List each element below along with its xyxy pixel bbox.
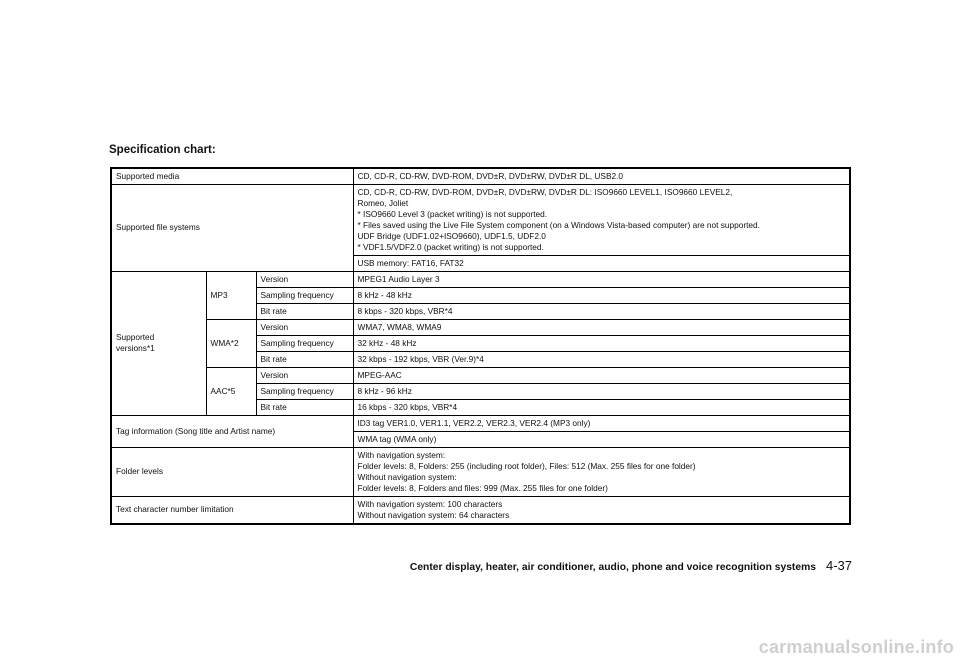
text-limit-label: Text character number limitation [111,496,353,524]
folder-levels-line: Without navigation system: [357,471,457,482]
file-systems-line: Romeo, Joliet [357,197,409,208]
attribute-label: Sampling frequency [256,287,353,303]
file-systems-line: * ISO9660 Level 3 (packet writing) is not supported. [357,208,548,219]
table-row [111,168,850,184]
table-row [111,271,850,287]
page-number: 4-37 [825,558,852,573]
attribute-label: Version [256,271,353,287]
file-systems-label: Supported file systems [111,184,353,271]
attribute-value: 8 kHz - 48 kHz [353,287,850,303]
attribute-value: 16 kbps - 320 kbps, VBR*4 [353,399,850,415]
table-row [111,447,850,496]
folder-levels-label: Folder levels [111,447,353,496]
footer-section-title: Center display, heater, air conditioner, audio, phone and voice recognition systems [409,562,816,573]
table-row [111,319,850,335]
format-name-mp3: MP3 [206,271,256,319]
attribute-label: Version [256,367,353,383]
attribute-label: Version [256,319,353,335]
text-limit-line: Without navigation system: 64 characters [357,509,510,520]
attribute-value: MPEG1 Audio Layer 3 [353,271,850,287]
folder-levels-value [353,447,850,496]
attribute-label: Bit rate [256,399,353,415]
folder-levels-line: Folder levels: 8, Folders: 255 (including root folder), Files: 512 (Max. 255 files for one folder) [357,460,696,471]
table-row [111,184,850,255]
file-systems-line: UDF Bridge (UDF1.02+ISO9660), UDF1.5, UDF2.0 [357,230,546,241]
supported-versions-line: versions*1 [116,343,155,353]
table-row [111,415,850,431]
usb-memory-value: USB memory: FAT16, FAT32 [353,255,850,271]
text-limit-line: With navigation system: 100 characters [357,498,503,509]
specification-table [110,167,851,525]
table-row [111,496,850,524]
text-limit-value [353,496,850,524]
attribute-value: 32 kHz - 48 kHz [353,335,850,351]
file-systems-line: CD, CD-R, CD-RW, DVD-ROM, DVD±R, DVD±RW, DVD±R DL: ISO9660 LEVEL1, ISO9660 LEVEL2, [357,186,733,197]
attribute-value: 8 kbps - 320 kbps, VBR*4 [353,303,850,319]
supported-media-label: Supported media [111,168,353,184]
folder-levels-line: Folder levels: 8, Folders and files: 999 (Max. 255 files for one folder) [357,482,608,493]
watermark: carmanualsonline.info [758,637,954,657]
page-heading: Specification chart: [109,144,216,156]
attribute-value: 32 kbps - 192 kbps, VBR (Ver.9)*4 [353,351,850,367]
supported-versions-line: Supported [116,332,155,342]
supported-versions-label [111,271,206,415]
folder-levels-line: With navigation system: [357,449,446,460]
attribute-value: MPEG-AAC [353,367,850,383]
attribute-value: 8 kHz - 96 kHz [353,383,850,399]
file-systems-value [353,184,850,255]
attribute-label: Bit rate [256,351,353,367]
format-name-wma: WMA*2 [206,319,256,367]
format-name-aac: AAC*5 [206,367,256,415]
attribute-label: Bit rate [256,303,353,319]
attribute-label: Sampling frequency [256,383,353,399]
tag-info-value: ID3 tag VER1.0, VER1.1, VER2.2, VER2.3, VER2.4 (MP3 only) [353,415,850,431]
file-systems-line: * Files saved using the Live File System component (on a Windows Vista-based computer) are not supported. [357,219,760,230]
supported-media-value: CD, CD-R, CD-RW, DVD-ROM, DVD±R, DVD±RW, DVD±R DL, USB2.0 [353,168,850,184]
attribute-label: Sampling frequency [256,335,353,351]
table-row [111,367,850,383]
page-footer [382,558,852,573]
attribute-value: WMA7, WMA8, WMA9 [353,319,850,335]
tag-info-value: WMA tag (WMA only) [353,431,850,447]
file-systems-line: * VDF1.5/VDF2.0 (packet writing) is not supported. [357,241,544,252]
tag-info-label: Tag information (Song title and Artist name) [111,415,353,447]
